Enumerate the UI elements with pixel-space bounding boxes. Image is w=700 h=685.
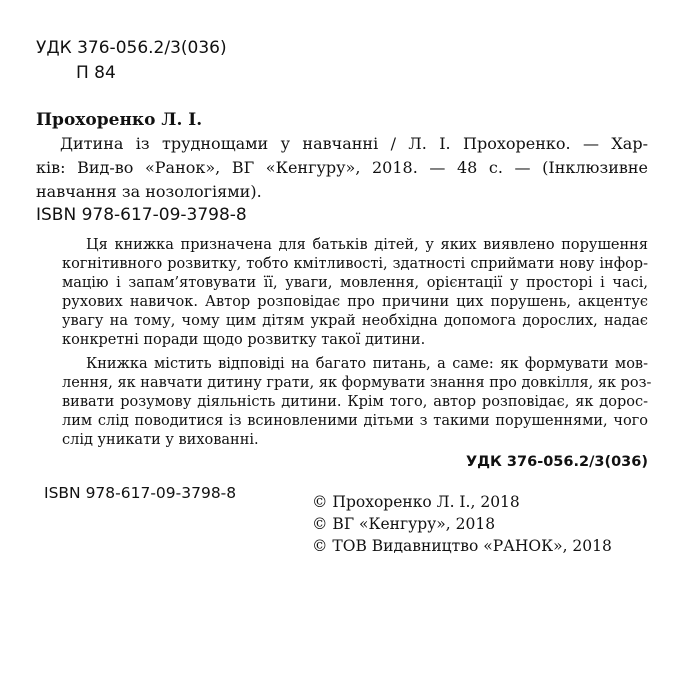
annotation-line: лення, як навчати дитину грати, як формувати знання про довкілля, як роз- bbox=[62, 375, 652, 391]
author-name: Прохоренко Л. І. bbox=[36, 110, 203, 130]
annotation-line: рухових навичок. Автор розповідає про причини цих порушень, акцентує bbox=[62, 294, 648, 310]
annotation-line: Книжка містить відповіді на багато питань, а саме: як формувати мов- bbox=[86, 356, 648, 372]
udc-code-footer: УДК 376-056.2/3(036) bbox=[465, 454, 648, 470]
annotation-line: слід уникати у вихованні. bbox=[62, 432, 259, 448]
copyright-line: © ТОВ Видавництво «РАНОК», 2018 bbox=[312, 537, 612, 555]
copyright-block bbox=[312, 491, 612, 557]
citation-line: навчання за нозологіями). bbox=[36, 182, 262, 201]
udc-code: УДК 376-056.2/3(036) bbox=[36, 38, 227, 58]
citation-line: ків: Вид-во «Ранок», ВГ «Кенгуру», 2018. — 48 с. — (Інклюзивне bbox=[36, 158, 648, 177]
copyright-line: © Прохоренко Л. І., 2018 bbox=[312, 493, 520, 511]
bibliographic-citation bbox=[36, 132, 648, 204]
annotation bbox=[62, 236, 652, 450]
annotation-line: вивати розумову діяльність дитини. Крім того, автор розповідає, як дорос- bbox=[62, 394, 648, 410]
isbn-number: ISBN 978-617-09-3798-8 bbox=[36, 205, 247, 225]
copyright-line: © ВГ «Кенгуру», 2018 bbox=[312, 515, 496, 533]
citation-line: Дитина із труднощами у навчанні / Л. І. Прохоренко. — Хар- bbox=[60, 134, 648, 153]
annotation-line: лим слід поводитися із всиновленими дітьми з такими порушеннями, чого bbox=[62, 413, 648, 429]
annotation-line: увагу на тому, чому цим дітям украй необхідна допомога дорослих, надає bbox=[62, 313, 648, 329]
annotation-line: когнітивного розвитку, тобто кмітливості, здатності сприймати нову інфор- bbox=[62, 256, 648, 272]
annotation-line: конкретні поради щодо розвитку такої дитини. bbox=[62, 332, 426, 348]
isbn-number-footer: ISBN 978-617-09-3798-8 bbox=[44, 484, 237, 502]
annotation-line: Ця книжка призначена для батьків дітей, у яких виявлено порушення bbox=[86, 237, 648, 253]
author-mark: П 84 bbox=[76, 63, 116, 83]
udc-block bbox=[36, 36, 227, 86]
annotation-line: мацію і запам’ятовувати її, уваги, мовлення, орієнтації у просторі і часі, bbox=[62, 275, 648, 291]
